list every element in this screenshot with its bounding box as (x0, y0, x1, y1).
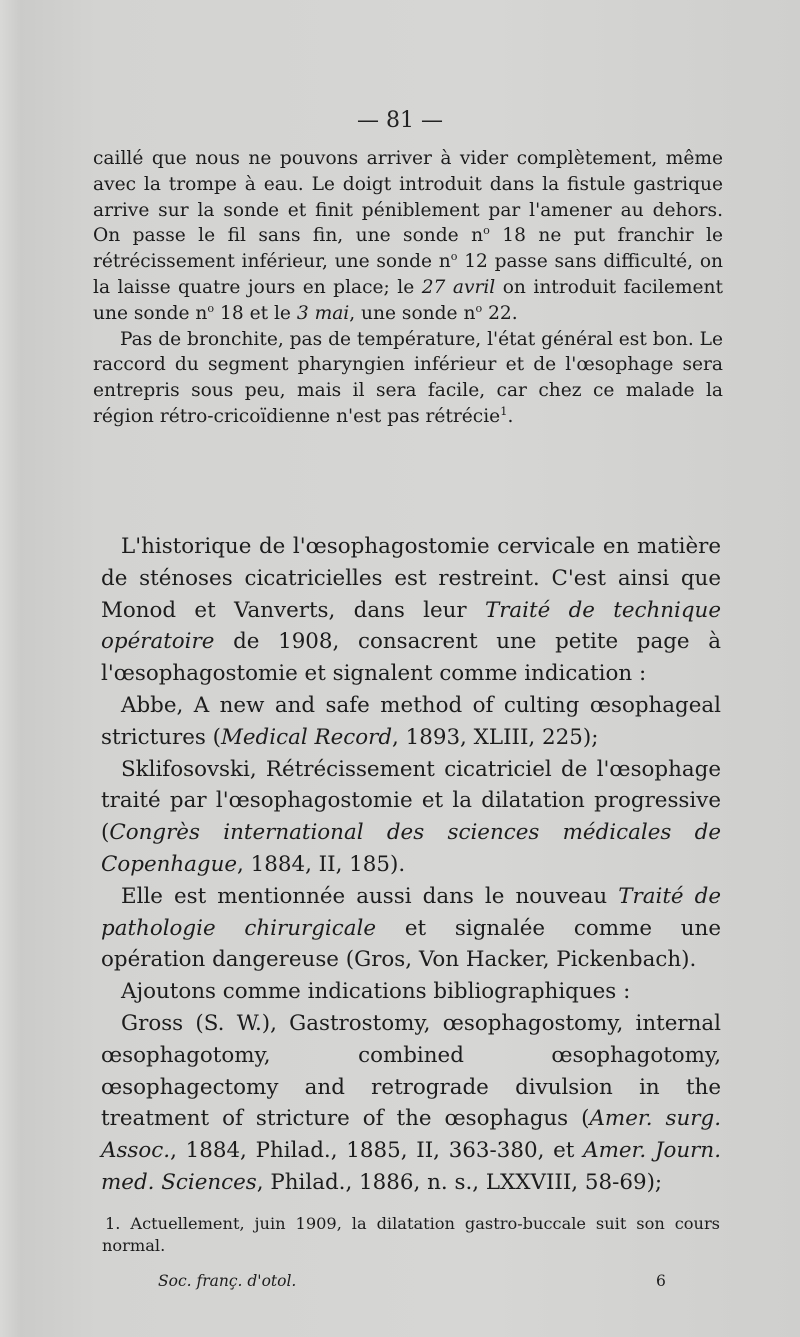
footnote-mark: 1 (500, 403, 508, 418)
running-footer: Soc. franç. d'otol. (158, 1272, 297, 1290)
reference-abbe: Abbe, A new and safe method of culting œsophageal strictures (Medical Record, 1893, XLIII, 225); (101, 692, 721, 750)
history-section (101, 531, 721, 1199)
date-3-mai: 3 mai (296, 302, 350, 324)
reference-gross: Gross (S. W.), Gastrostomy, œsophagostomy, internal œsophagotomy, combined œsophagotomy, œsophagectomy and retrograde divulsion in the treatment of stricture of the œsophagus (Amer. surg. Assoc., 1884, Philad., 1885, II, 363-380, et Amer. Journ. med. Sciences, Philad., 1886, n. s., LXXVIII, 58-69); (101, 1010, 721, 1195)
paragraph-ajoutons: Ajoutons comme indications bibliographiques : (121, 979, 631, 1005)
footnote-1: 1. Actuellement, juin 1909, la dilatation gastro-buccale suit son cours normal. (102, 1214, 720, 1255)
paragraph-bronchite: Pas de bronchite, pas de température, l'état général est bon. Le raccord du segment pharyngien inférieur et de l'œsophage sera entrepris sous peu, mais il sera facile, car chez ce malade la région rétro-cricoïdienne n'est pas rétrécie$^1$. (93, 328, 723, 427)
paragraph-continuation: caillé que nous ne pouvons arriver à vider complètement, même avec la trompe à eau. Le doigt introduit dans la fistule gastrique arrive sur la sonde et finit péniblement par l'amener au dehors. On passe le fil sans fin, une sonde $n^o$ 18 ne put franchir le rétrécissement inférieur, une sonde $n^o$ 12 passe sans difficulté, on la laisse quatre jours en place; le 27 avril on introduit facilement une sonde $n^o$ 18 et le 3 mai, une sonde $n^o$ 22. (93, 148, 724, 324)
footnotes (102, 1213, 720, 1257)
page-number: — 81 — (357, 108, 443, 133)
signature-mark: 6 (656, 1272, 666, 1290)
case-report-text (93, 146, 723, 430)
reference-sklifosovski: Sklifosovski, Rétrécissement cicatriciel de l'œsophage traité par l'œsophagostomie et la dilatation progressive (Congrès international des sciences médicales de Copenhague, 1884, II, 185). (101, 756, 721, 877)
paragraph-historique: L'historique de l'œsophagostomie cervicale en matière de sténoses cicatricielles est restreint. C'est ainsi que Monod et Vanverts, dans leur Traité de technique opératoire de 1908, consacrent une petite page à l'œsophagostomie et signalent comme indication : (101, 534, 721, 687)
date-27-avril: 27 avril (421, 276, 496, 298)
paragraph-elle: Elle est mentionnée aussi dans le nouveau Traité de pathologie chirurgicale et signalée comme une opération dangereuse (Gros, Von Hacker, Pickenbach). (101, 883, 722, 973)
